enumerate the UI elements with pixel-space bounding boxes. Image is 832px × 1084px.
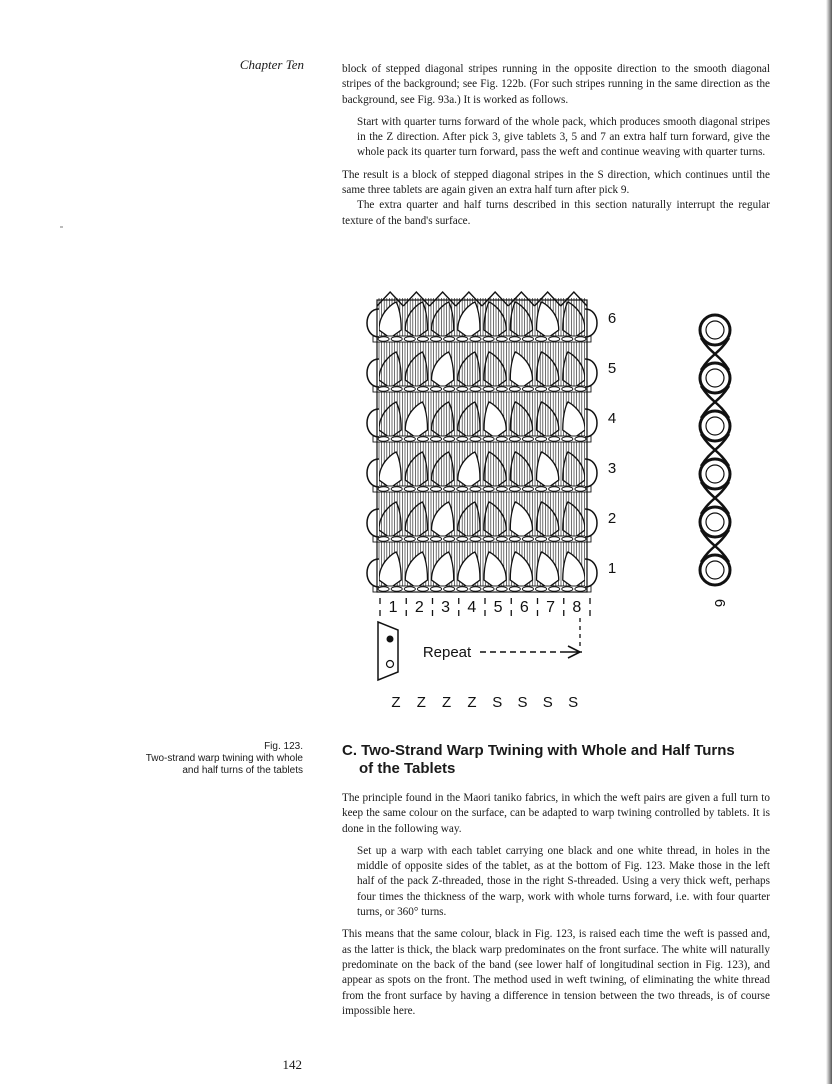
paragraph: This means that the same colour, black in Fig. 123, is raised each time the weft is passed and, as the latter is thick, the black warp predominates on the front surface. The white will naturally predominate on the back of the band (see lower half of longitudinal section in Fig. 123), and appear as spots on the front. The method used in weft twining, of eliminating the white thread from the front surface by having a difference in tension between the two threads, is of course impossible here. xyxy=(342,928,770,1017)
twined-unit-dark xyxy=(510,452,532,488)
twined-unit-light xyxy=(432,552,454,588)
twined-unit-dark xyxy=(432,402,454,438)
twined-unit-light xyxy=(484,552,506,588)
twined-unit-light xyxy=(379,452,401,488)
twined-unit-dark xyxy=(484,352,506,388)
twined-unit-dark xyxy=(379,402,401,438)
twined-unit-dark xyxy=(405,502,427,538)
twined-unit-dark xyxy=(458,502,480,538)
twined-unit-dark xyxy=(537,502,559,538)
warp-top-chevron xyxy=(508,292,534,306)
section-heading-line: C. Two-Strand Warp Twining with Whole and Half Turns xyxy=(342,742,735,759)
twined-unit-light xyxy=(432,502,454,538)
twined-unit-dark xyxy=(537,352,559,388)
threading-direction-label: Z xyxy=(391,694,401,711)
page-number: 142 xyxy=(282,1057,302,1072)
paragraph: The principle found in the Maori taniko fabrics, in which the weft pairs are given a full turn to keep the same colour on the surface, can be adapted to warp twining controlled by tablets. It is done in the following way. xyxy=(342,792,770,835)
paragraph: block of stepped diagonal stripes running in the opposite direction to the smooth diagonal stripes of the background; see Fig. 122b. (For such stripes running in the same direction as the background, see Fig. 93a.) It is worked as follows. xyxy=(342,63,770,106)
tablet-number-label: 8 xyxy=(572,599,582,616)
section-label: 6 xyxy=(711,598,728,608)
twined-unit-dark xyxy=(484,502,506,538)
pick-number-label: 2 xyxy=(607,510,617,527)
tablet-number-label: 7 xyxy=(546,599,556,616)
warp-top-chevron xyxy=(535,292,561,306)
twined-unit-light xyxy=(458,302,480,338)
twined-unit-dark xyxy=(484,302,506,338)
figure-number: Fig. 123. xyxy=(264,741,303,752)
figure-caption xyxy=(100,741,303,777)
repeat-arrowhead xyxy=(566,646,582,658)
section-weft xyxy=(706,321,724,339)
twined-unit-light xyxy=(458,552,480,588)
tablet-number-label: 6 xyxy=(519,599,529,616)
section-weft xyxy=(706,513,724,531)
tablet-hole-black xyxy=(387,636,394,643)
tablet-number-label: 4 xyxy=(467,599,477,616)
twined-unit-light xyxy=(510,552,532,588)
tablet-shape xyxy=(378,622,398,680)
twined-unit-light xyxy=(510,502,532,538)
weave-body xyxy=(367,292,730,680)
section-weft xyxy=(706,417,724,435)
pick-number-label: 5 xyxy=(607,360,617,377)
twined-unit-light xyxy=(379,302,401,338)
twined-unit-light xyxy=(537,552,559,588)
twined-unit-light xyxy=(405,552,427,588)
threading-direction-label: S xyxy=(542,694,553,711)
threading-direction-label: Z xyxy=(442,694,452,711)
twined-unit-dark xyxy=(405,352,427,388)
twined-unit-dark xyxy=(510,402,532,438)
twined-unit-dark xyxy=(379,502,401,538)
threading-direction-label: S xyxy=(492,694,503,711)
figure-caption-line: Two-strand warp twining with whole xyxy=(145,753,303,764)
twined-unit-light xyxy=(458,452,480,488)
twined-unit-light xyxy=(537,452,559,488)
twined-unit-dark xyxy=(510,302,532,338)
paragraph: The extra quarter and half turns described in this section naturally interrupt the regular texture of the band's surface. xyxy=(342,199,770,227)
twined-unit-dark xyxy=(432,302,454,338)
twined-unit-dark xyxy=(379,352,401,388)
paragraph: The result is a block of stepped diagonal stripes in the S direction, which continues until the same three tablets are again given an extra half turn after pick 9. xyxy=(342,168,770,197)
threading-direction-label: S xyxy=(568,694,579,711)
twined-unit-light xyxy=(405,402,427,438)
indented-instruction: Start with quarter turns forward of the whole pack, which produces smooth diagonal stripes in the Z direction. After pick 3, give tablets 3, 5 and 7 an extra half turn forward, give the whole pack its quarter turn forward, pass the weft and continue weaving with quarter turns. xyxy=(357,115,770,159)
threading-direction-label: Z xyxy=(416,694,426,711)
section-text-block xyxy=(342,791,770,1026)
indented-instruction: Set up a warp with each tablet carrying one black and one white thread, in holes in the middle of opposite sides of the tablet, as at the bottom of Fig. 123. Make those in the left half of the pack Z-threaded, those in the right S-threaded. Using a very thick weft, perhaps four times the thickness of the warp, work with whole turns forward, i.e. with four quarter turns, or 360° turns. xyxy=(357,844,770,919)
twined-unit-light xyxy=(537,302,559,338)
section-weft xyxy=(706,561,724,579)
tablet-number-label: 5 xyxy=(493,599,503,616)
tablet-number-label: 2 xyxy=(414,599,424,616)
twined-unit-light xyxy=(379,552,401,588)
pick-number-label: 3 xyxy=(607,460,617,477)
pick-number-label: 4 xyxy=(607,410,617,427)
twined-unit-dark xyxy=(405,302,427,338)
tablet-number-label: 3 xyxy=(441,599,451,616)
twined-unit-light xyxy=(510,352,532,388)
twined-unit-dark xyxy=(484,452,506,488)
chapter-header: Chapter Ten xyxy=(239,57,304,72)
twined-unit-dark xyxy=(537,402,559,438)
pick-number-label: 1 xyxy=(607,560,617,577)
warp-top-chevron xyxy=(377,292,403,306)
repeat-label: Repeat xyxy=(422,644,472,661)
threading-direction-label: Z xyxy=(467,694,477,711)
twined-unit-dark xyxy=(432,452,454,488)
threading-direction-label: S xyxy=(517,694,528,711)
section-heading xyxy=(342,742,772,778)
twined-unit-dark xyxy=(458,352,480,388)
twined-unit-light xyxy=(484,402,506,438)
section-weft xyxy=(706,369,724,387)
tablet-number-label: 1 xyxy=(388,599,398,616)
twined-unit-dark xyxy=(405,452,427,488)
section-weft xyxy=(706,465,724,483)
pick-number-label: 6 xyxy=(607,310,617,327)
twined-unit-dark xyxy=(458,402,480,438)
section-heading-line: of the Tablets xyxy=(359,760,456,777)
figure-caption-line: and half turns of the tablets xyxy=(182,765,303,776)
twined-unit-light xyxy=(432,352,454,388)
